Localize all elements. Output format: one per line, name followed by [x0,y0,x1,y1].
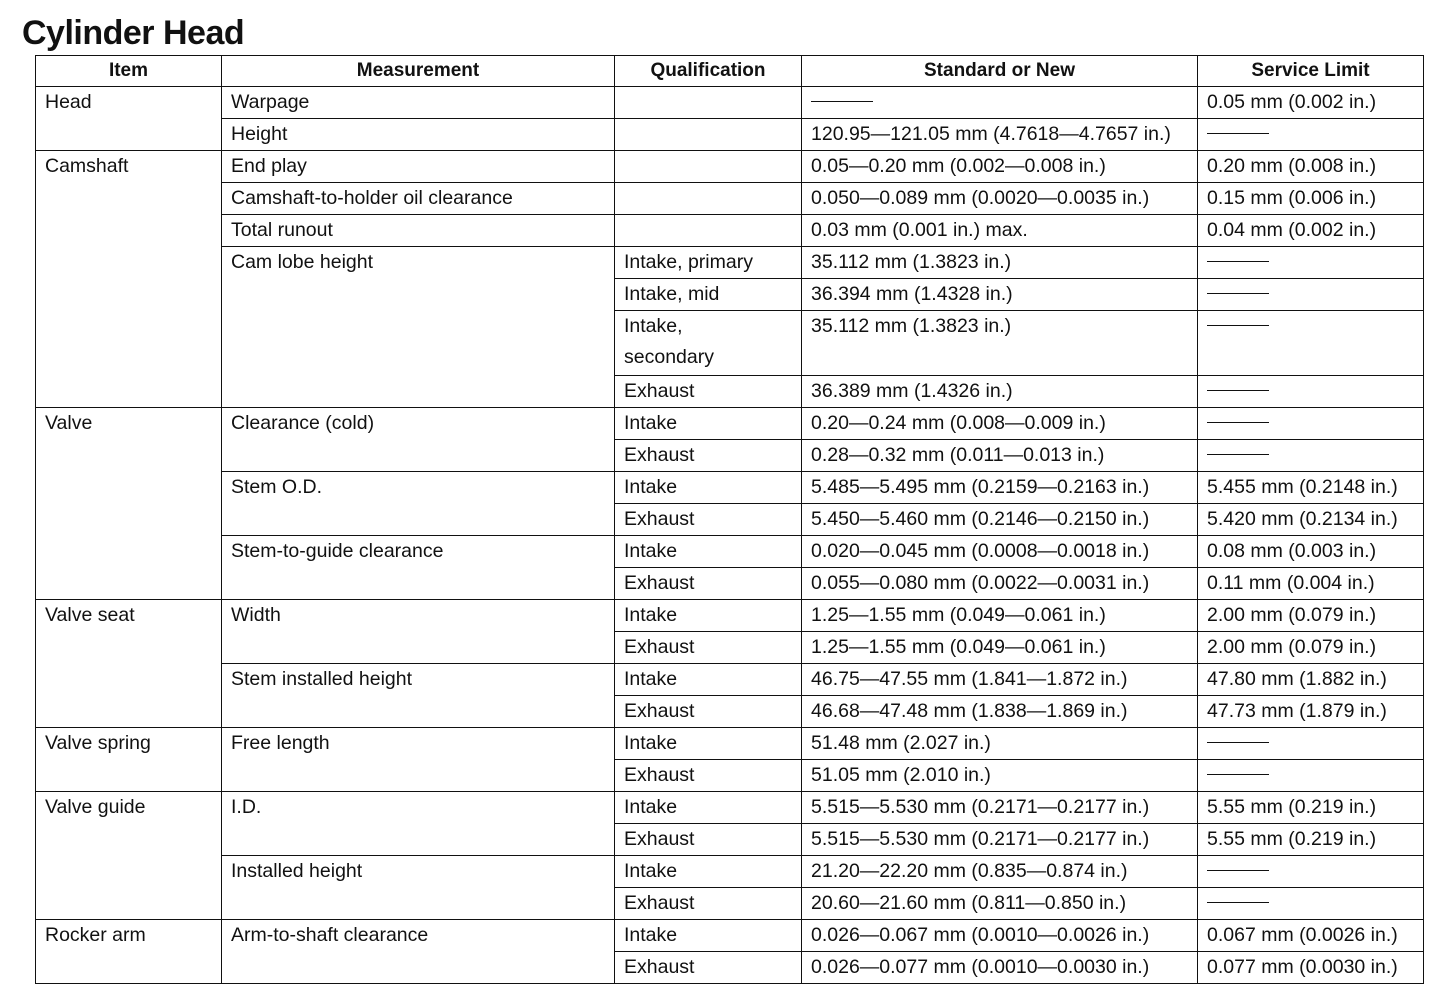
table-row [36,151,1424,183]
measurement-cell: Installed height [222,856,615,920]
qualification-cell: Intake [615,408,802,440]
standard-cell: 35.112 mm (1.3823 in.) [802,311,1198,376]
table-row [36,183,1424,215]
measurement-cell: Width [222,600,615,664]
qualification-cell: Intake [615,472,802,504]
standard-cell: 0.020—0.045 mm (0.0008—0.0018 in.) [802,536,1198,568]
standard-cell: 0.026—0.077 mm (0.0010—0.0030 in.) [802,952,1198,984]
qualification-cell: Intake [615,664,802,696]
standard-cell: 21.20—22.20 mm (0.835—0.874 in.) [802,856,1198,888]
qualification-cell [615,87,802,119]
service-limit-cell [1198,247,1424,279]
standard-cell: 35.112 mm (1.3823 in.) [802,247,1198,279]
service-limit-cell: 0.15 mm (0.006 in.) [1198,183,1424,215]
table-row [36,536,1424,568]
qualification-cell: Intake [615,536,802,568]
service-limit-cell [1198,376,1424,408]
dash-mark [1207,293,1269,294]
service-limit-cell: 0.08 mm (0.003 in.) [1198,536,1424,568]
service-limit-cell: 0.11 mm (0.004 in.) [1198,568,1424,600]
standard-cell: 36.389 mm (1.4326 in.) [802,376,1198,408]
cylinder-head-spec-table [35,55,1424,984]
standard-cell: 46.75—47.55 mm (1.841—1.872 in.) [802,664,1198,696]
measurement-cell: Camshaft-to-holder oil clearance [222,183,615,215]
table-row [36,856,1424,888]
standard-cell: 0.055—0.080 mm (0.0022—0.0031 in.) [802,568,1198,600]
table-row [36,119,1424,151]
service-limit-cell [1198,279,1424,311]
measurement-cell: End play [222,151,615,183]
standard-cell: 5.515—5.530 mm (0.2171—0.2177 in.) [802,792,1198,824]
item-cell: Camshaft [36,151,222,408]
measurement-cell: Height [222,119,615,151]
standard-cell: 51.05 mm (2.010 in.) [802,760,1198,792]
service-limit-cell: 0.04 mm (0.002 in.) [1198,215,1424,247]
standard-cell: 120.95—121.05 mm (4.7618—4.7657 in.) [802,119,1198,151]
standard-cell: 36.394 mm (1.4328 in.) [802,279,1198,311]
qualification-cell: Exhaust [615,696,802,728]
standard-cell: 0.28—0.32 mm (0.011—0.013 in.) [802,440,1198,472]
standard-cell: 0.05—0.20 mm (0.002—0.008 in.) [802,151,1198,183]
qualification-cell [615,311,802,376]
item-cell: Valve guide [36,792,222,920]
qualification-cell: Intake [615,728,802,760]
qualification-cell: Exhaust [615,440,802,472]
dash-mark [1207,325,1269,326]
service-limit-cell: 5.420 mm (0.2134 in.) [1198,504,1424,536]
measurement-cell: Total runout [222,215,615,247]
table-row [36,920,1424,952]
page-title: Cylinder Head [22,14,245,52]
measurement-cell: Clearance (cold) [222,408,615,472]
qualification-cell: Exhaust [615,824,802,856]
header-measurement: Measurement [222,56,615,87]
qualification-cell [615,215,802,247]
service-limit-cell [1198,888,1424,920]
measurement-cell: Stem O.D. [222,472,615,536]
standard-cell: 20.60—21.60 mm (0.811—0.850 in.) [802,888,1198,920]
qualification-cell: Intake [615,600,802,632]
service-limit-cell: 0.20 mm (0.008 in.) [1198,151,1424,183]
dash-mark [1207,870,1269,871]
standard-cell [802,87,1198,119]
qualification-cell: Exhaust [615,632,802,664]
service-limit-cell [1198,760,1424,792]
table-row [36,728,1424,760]
qualification-cell [615,183,802,215]
service-limit-cell: 5.55 mm (0.219 in.) [1198,824,1424,856]
item-cell: Valve [36,408,222,600]
table-header-row [36,56,1424,87]
service-limit-cell: 0.067 mm (0.0026 in.) [1198,920,1424,952]
qualification-cell: Exhaust [615,760,802,792]
dash-mark [1207,261,1269,262]
dash-mark [1207,742,1269,743]
table-row [36,664,1424,696]
dash-mark [811,101,873,102]
header-item: Item [36,56,222,87]
qualification-cell: Intake [615,856,802,888]
qualification-cell: Exhaust [615,888,802,920]
item-cell: Head [36,87,222,151]
standard-cell: 0.03 mm (0.001 in.) max. [802,215,1198,247]
table-row [36,472,1424,504]
standard-cell: 0.050—0.089 mm (0.0020—0.0035 in.) [802,183,1198,215]
dash-mark [1207,422,1269,423]
service-limit-cell: 47.80 mm (1.882 in.) [1198,664,1424,696]
header-standard: Standard or New [802,56,1198,87]
qualification-cell: Intake [615,920,802,952]
item-cell: Valve spring [36,728,222,792]
measurement-cell: Stem installed height [222,664,615,728]
service-limit-cell [1198,856,1424,888]
qualification-cell: Intake, primary [615,247,802,279]
measurement-cell: I.D. [222,792,615,856]
qualification-cell: Exhaust [615,376,802,408]
table-row [36,408,1424,440]
standard-cell: 5.450—5.460 mm (0.2146—0.2150 in.) [802,504,1198,536]
measurement-cell: Stem-to-guide clearance [222,536,615,600]
service-limit-cell [1198,119,1424,151]
service-limit-cell [1198,311,1424,376]
dash-mark [1207,133,1269,134]
header-qualification: Qualification [615,56,802,87]
standard-cell: 1.25—1.55 mm (0.049—0.061 in.) [802,632,1198,664]
service-limit-cell: 47.73 mm (1.879 in.) [1198,696,1424,728]
service-limit-cell: 2.00 mm (0.079 in.) [1198,632,1424,664]
qualification-cell: Exhaust [615,952,802,984]
service-limit-cell [1198,728,1424,760]
measurement-cell: Cam lobe height [222,247,615,408]
standard-cell: 1.25—1.55 mm (0.049—0.061 in.) [802,600,1198,632]
qualification-cell: Intake, mid [615,279,802,311]
standard-cell: 51.48 mm (2.027 in.) [802,728,1198,760]
qualification-cell [615,119,802,151]
standard-cell: 46.68—47.48 mm (1.838—1.869 in.) [802,696,1198,728]
measurement-cell: Warpage [222,87,615,119]
qualification-line: secondary [624,346,714,368]
item-cell: Valve seat [36,600,222,728]
dash-mark [1207,454,1269,455]
measurement-cell: Free length [222,728,615,792]
table-row [36,215,1424,247]
header-service-limit: Service Limit [1198,56,1424,87]
standard-cell: 0.20—0.24 mm (0.008—0.009 in.) [802,408,1198,440]
qualification-cell [615,151,802,183]
table-row [36,87,1424,119]
qualification-line: Intake, [624,315,683,337]
service-limit-cell: 5.55 mm (0.219 in.) [1198,792,1424,824]
qualification-cell: Exhaust [615,504,802,536]
item-cell: Rocker arm [36,920,222,984]
table-row [36,600,1424,632]
standard-cell: 5.515—5.530 mm (0.2171—0.2177 in.) [802,824,1198,856]
table-row [36,247,1424,279]
service-limit-cell: 2.00 mm (0.079 in.) [1198,600,1424,632]
service-limit-cell [1198,408,1424,440]
service-limit-cell: 0.077 mm (0.0030 in.) [1198,952,1424,984]
standard-cell: 5.485—5.495 mm (0.2159—0.2163 in.) [802,472,1198,504]
table-row [36,792,1424,824]
service-limit-cell [1198,440,1424,472]
dash-mark [1207,902,1269,903]
service-limit-cell: 5.455 mm (0.2148 in.) [1198,472,1424,504]
measurement-cell: Arm-to-shaft clearance [222,920,615,984]
dash-mark [1207,390,1269,391]
standard-cell: 0.026—0.067 mm (0.0010—0.0026 in.) [802,920,1198,952]
qualification-cell: Intake [615,792,802,824]
dash-mark [1207,774,1269,775]
service-limit-cell: 0.05 mm (0.002 in.) [1198,87,1424,119]
qualification-cell: Exhaust [615,568,802,600]
